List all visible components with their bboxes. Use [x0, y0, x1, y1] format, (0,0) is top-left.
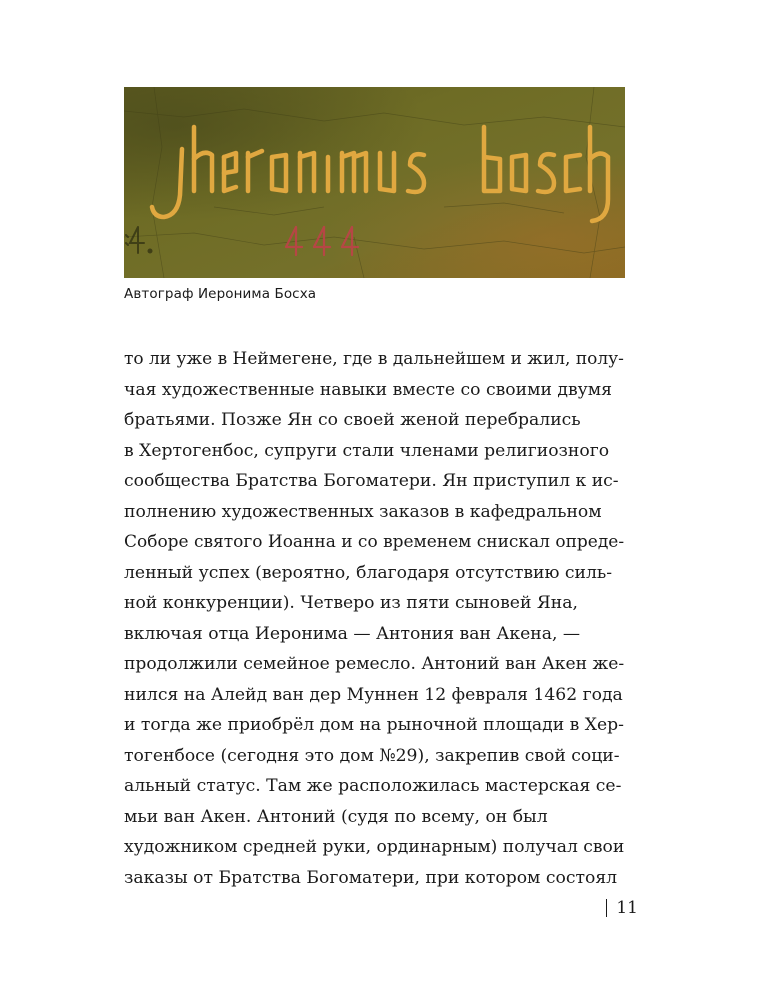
text-line: и тогда же приобрёл дом на рыночной площади в Хер- — [124, 715, 624, 735]
text-line: продолжили семейное ремесло. Антоний ван Акен же- — [124, 654, 625, 674]
text-line: включая отца Иеронима — Антония ван Акена, — — [124, 623, 581, 644]
text-line: мьи ван Акен. Антоний (судя по всему, он был — [124, 806, 548, 827]
signature-photo — [124, 87, 625, 278]
text-line: художником средней руки, ординарным) получал свои — [124, 837, 625, 857]
text-line: нился на Алейд ван дер Муннен 12 февраля 1462 года — [124, 684, 623, 705]
text-line: Соборе святого Иоанна и со временем снискал опреде- — [124, 532, 625, 552]
text-line: тогенбосе (сегодня это дом №29), закрепив свой соци- — [124, 745, 620, 766]
text-line: полнению художественных заказов в кафедральном — [124, 501, 602, 522]
figure-caption: Автограф Иеронима Босха — [124, 286, 317, 302]
text-line: альный статус. Там же расположилась мастерская се- — [124, 776, 622, 796]
body-text — [124, 344, 644, 893]
folio-divider — [606, 899, 608, 917]
text-line: то ли уже в Неймегене, где в дальнейшем и жил, полу- — [124, 349, 624, 369]
text-line: сообщества Братства Богоматери. Ян приступил к ис- — [124, 471, 619, 491]
text-line: ной конкуренции). Четверо из пяти сыновей Яна, — [124, 593, 578, 613]
text-line: чая художественные навыки вместе со своими двумя — [124, 379, 612, 400]
text-line: заказы от Братства Богоматери, при котором состоял — [124, 867, 618, 888]
page-number-value: 11 — [616, 898, 638, 918]
signature-panel-image — [124, 87, 625, 278]
text-line: в Хертогенбос, супруги стали членами религиозного — [124, 440, 610, 461]
text-line: ленный успех (вероятно, благодаря отсутствию силь- — [124, 562, 613, 583]
page-number — [606, 898, 638, 918]
text-line: братьями. Позже Ян со своей женой перебрались — [124, 410, 581, 430]
